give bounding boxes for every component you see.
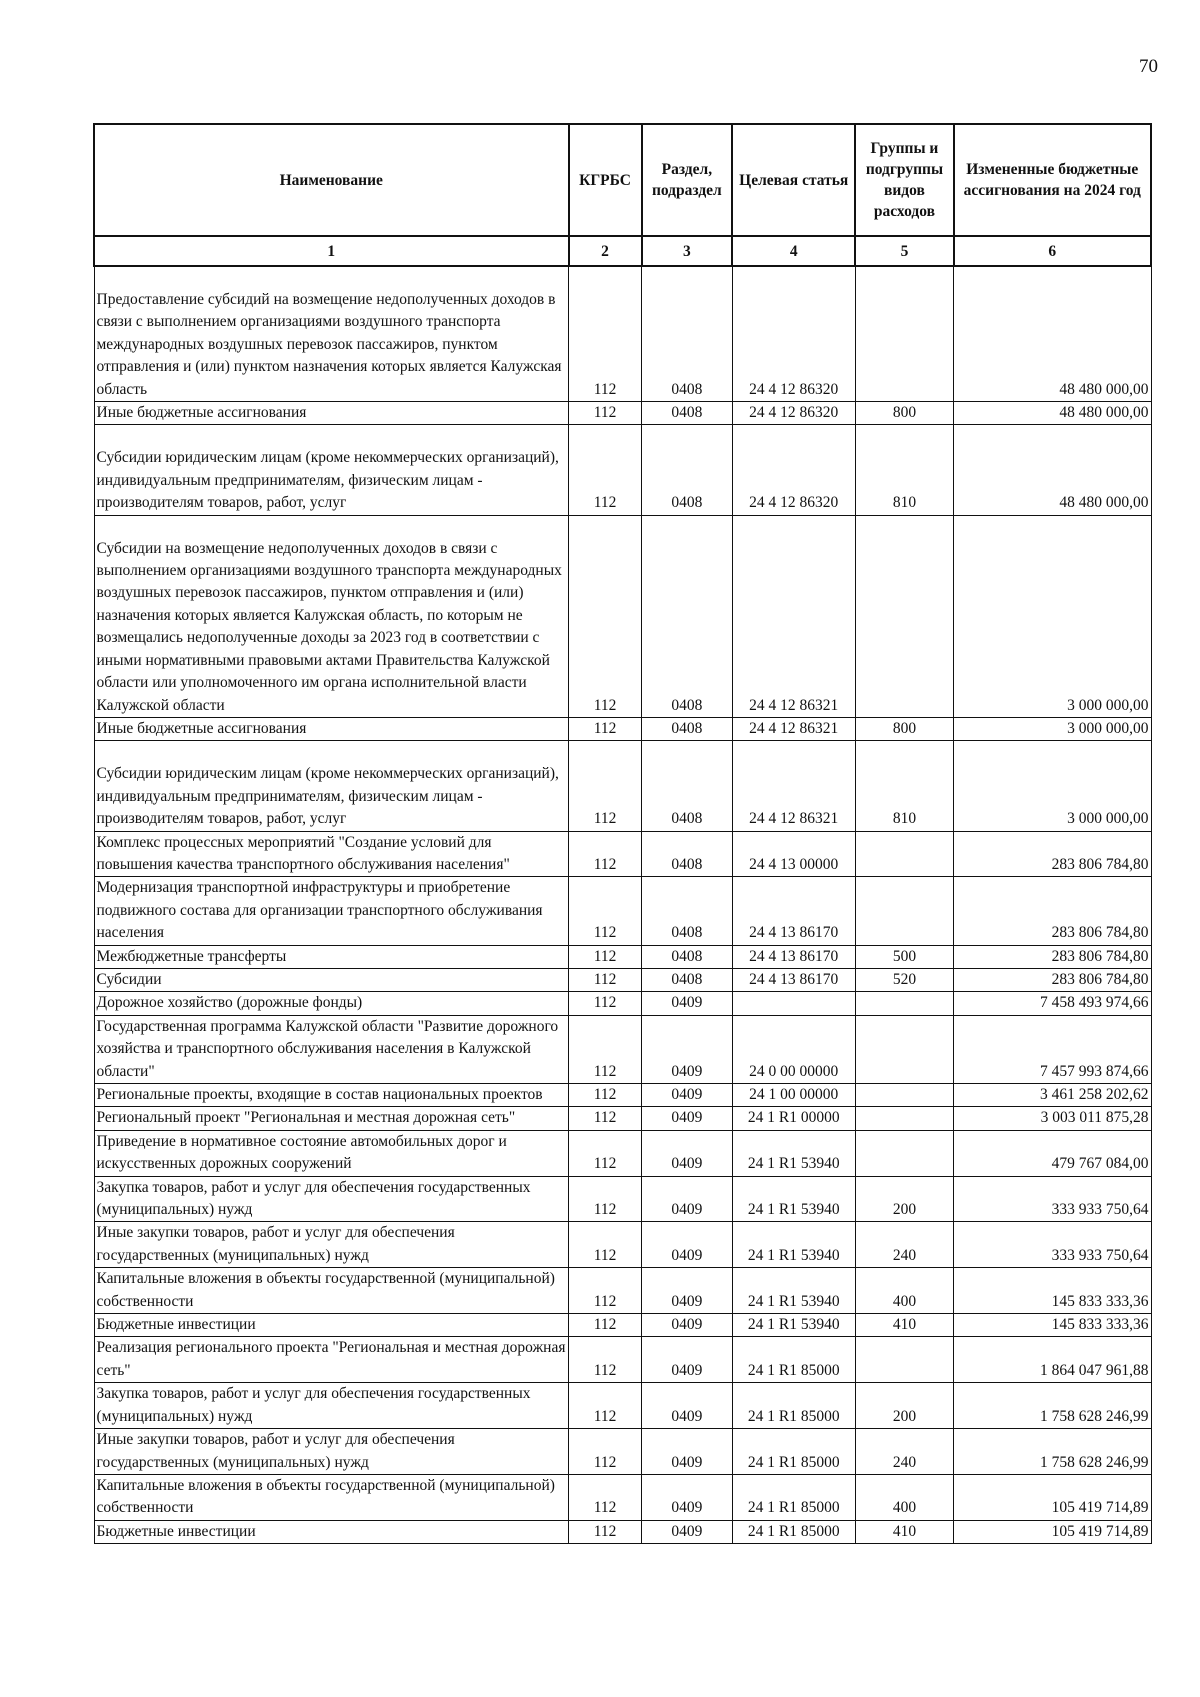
row-amount: 7 457 993 874,66 [954, 1015, 1151, 1083]
row-section: 0409 [642, 992, 733, 1015]
budget-table [93, 123, 1152, 1544]
row-name: Иные бюджетные ассигнования [94, 402, 569, 425]
row-name: Бюджетные инвестиции [94, 1314, 569, 1337]
row-amount: 283 806 784,80 [954, 968, 1151, 991]
table-row [94, 1337, 1151, 1383]
row-kgrbs: 112 [569, 402, 642, 425]
row-section: 0409 [642, 1520, 733, 1543]
row-kgrbs: 112 [569, 717, 642, 740]
row-section: 0408 [642, 877, 733, 945]
header-amount: Измененные бюджетные ассигнования на 2024 год [954, 124, 1151, 236]
table-row [94, 741, 1151, 831]
row-name: Приведение в нормативное состояние автомобильных дорог и искусственных дорожных сооружений [94, 1130, 569, 1176]
row-kgrbs: 112 [569, 515, 642, 717]
row-name: Закупка товаров, работ и услуг для обеспечения государственных (муниципальных) нужд [94, 1176, 569, 1222]
table-row [94, 945, 1151, 968]
row-expense-group: 200 [855, 1383, 953, 1429]
row-expense-group [855, 266, 953, 402]
row-kgrbs: 112 [569, 1520, 642, 1543]
row-expense-group: 810 [855, 741, 953, 831]
row-kgrbs: 112 [569, 1222, 642, 1268]
header-target: Целевая статья [732, 124, 855, 236]
row-name: Субсидии на возмещение недополученных доходов в связи с выполнением организациями воздушного транспорта международных воздушных перевозок пассажиров, пунктом отправления и (или) назначения которых является Калужская область, по которым не возмещались недополученные доходы за 2023 год в соответствии с иными нормативными правовыми актами Правительства Калужской области или уполномоченного им органа исполнительной власти Калужской области [94, 515, 569, 717]
row-target-article: 24 1 R1 85000 [732, 1520, 855, 1543]
row-target-article: 24 4 12 86321 [732, 741, 855, 831]
row-name: Закупка товаров, работ и услуг для обеспечения государственных (муниципальных) нужд [94, 1383, 569, 1429]
row-amount: 479 767 084,00 [954, 1130, 1151, 1176]
column-number-row [94, 236, 1151, 266]
row-name: Иные закупки товаров, работ и услуг для обеспечения государственных (муниципальных) нужд [94, 1222, 569, 1268]
column-number: 1 [94, 236, 569, 266]
row-amount: 48 480 000,00 [954, 266, 1151, 402]
row-kgrbs: 112 [569, 266, 642, 402]
row-amount: 1 758 628 246,99 [954, 1383, 1151, 1429]
column-number: 5 [855, 236, 953, 266]
row-target-article: 24 1 R1 53940 [732, 1222, 855, 1268]
header-row [94, 124, 1151, 236]
row-name: Реализация регионального проекта "Региональная и местная дорожная сеть" [94, 1337, 569, 1383]
row-amount: 3 003 011 875,28 [954, 1107, 1151, 1130]
row-expense-group [855, 1084, 953, 1107]
row-amount: 105 419 714,89 [954, 1474, 1151, 1520]
row-expense-group: 800 [855, 717, 953, 740]
row-target-article: 24 1 R1 53940 [732, 1314, 855, 1337]
row-kgrbs: 112 [569, 968, 642, 991]
row-kgrbs: 112 [569, 1429, 642, 1475]
row-target-article: 24 1 R1 85000 [732, 1429, 855, 1475]
row-amount: 283 806 784,80 [954, 831, 1151, 877]
row-kgrbs: 112 [569, 992, 642, 1015]
row-name: Субсидии юридическим лицам (кроме некоммерческих организаций), индивидуальным предпринимателям, физическим лицам - производителям товаров, работ, услуг [94, 741, 569, 831]
row-expense-group: 200 [855, 1176, 953, 1222]
row-target-article: 24 0 00 00000 [732, 1015, 855, 1083]
row-target-article: 24 1 R1 85000 [732, 1337, 855, 1383]
column-number: 4 [732, 236, 855, 266]
table-row [94, 831, 1151, 877]
row-expense-group: 240 [855, 1222, 953, 1268]
row-section: 0409 [642, 1107, 733, 1130]
row-amount: 48 480 000,00 [954, 402, 1151, 425]
header-groups: Группы и подгруппы видов расходов [855, 124, 953, 236]
row-expense-group: 400 [855, 1268, 953, 1314]
table-row [94, 1520, 1151, 1543]
row-expense-group: 410 [855, 1520, 953, 1543]
table-row [94, 515, 1151, 717]
row-section: 0409 [642, 1383, 733, 1429]
row-target-article: 24 4 12 86320 [732, 425, 855, 515]
row-target-article: 24 1 00 00000 [732, 1084, 855, 1107]
page-number: 70 [1139, 56, 1158, 77]
row-amount: 1 758 628 246,99 [954, 1429, 1151, 1475]
header-kgrbs: КГРБС [569, 124, 642, 236]
row-amount: 283 806 784,80 [954, 877, 1151, 945]
row-section: 0408 [642, 717, 733, 740]
table-row [94, 877, 1151, 945]
table-row [94, 1176, 1151, 1222]
row-expense-group [855, 1337, 953, 1383]
row-amount: 3 461 258 202,62 [954, 1084, 1151, 1107]
row-target-article: 24 1 R1 85000 [732, 1474, 855, 1520]
row-amount: 105 419 714,89 [954, 1520, 1151, 1543]
row-section: 0409 [642, 1268, 733, 1314]
row-expense-group: 400 [855, 1474, 953, 1520]
row-section: 0409 [642, 1474, 733, 1520]
row-kgrbs: 112 [569, 831, 642, 877]
row-section: 0409 [642, 1429, 733, 1475]
row-name: Предоставление субсидий на возмещение недополученных доходов в связи с выполнением организациями воздушного транспорта международных воздушных перевозок пассажиров, пунктом отправления и (или) пунктом назначения которых является Калужская область [94, 266, 569, 402]
column-number: 6 [954, 236, 1151, 266]
row-kgrbs: 112 [569, 741, 642, 831]
table-row [94, 1130, 1151, 1176]
row-name: Иные бюджетные ассигнования [94, 717, 569, 740]
row-target-article: 24 4 12 86320 [732, 266, 855, 402]
row-section: 0409 [642, 1176, 733, 1222]
table-row [94, 1474, 1151, 1520]
column-number: 2 [569, 236, 642, 266]
row-section: 0408 [642, 945, 733, 968]
row-expense-group [855, 1015, 953, 1083]
row-amount: 145 833 333,36 [954, 1268, 1151, 1314]
row-name: Модернизация транспортной инфраструктуры и приобретение подвижного состава для организации транспортного обслуживания населения [94, 877, 569, 945]
table-row [94, 1429, 1151, 1475]
row-section: 0409 [642, 1084, 733, 1107]
row-name: Комплекс процессных мероприятий "Создание условий для повышения качества транспортного обслуживания населения" [94, 831, 569, 877]
row-target-article: 24 1 R1 00000 [732, 1107, 855, 1130]
table-body [94, 266, 1151, 1544]
row-name: Государственная программа Калужской области "Развитие дорожного хозяйства и транспортного обслуживания населения в Калужской области" [94, 1015, 569, 1083]
row-section: 0408 [642, 425, 733, 515]
row-amount: 333 933 750,64 [954, 1222, 1151, 1268]
row-expense-group [855, 1107, 953, 1130]
row-kgrbs: 112 [569, 1176, 642, 1222]
row-kgrbs: 112 [569, 1268, 642, 1314]
row-kgrbs: 112 [569, 1107, 642, 1130]
row-name: Межбюджетные трансферты [94, 945, 569, 968]
row-name: Региональные проекты, входящие в состав национальных проектов [94, 1084, 569, 1107]
row-section: 0408 [642, 831, 733, 877]
row-expense-group [855, 877, 953, 945]
row-expense-group [855, 831, 953, 877]
row-amount: 145 833 333,36 [954, 1314, 1151, 1337]
row-target-article: 24 1 R1 85000 [732, 1383, 855, 1429]
row-name: Капитальные вложения в объекты государственной (муниципальной) собственности [94, 1474, 569, 1520]
row-name: Субсидии юридическим лицам (кроме некоммерческих организаций), индивидуальным предпринимателям, физическим лицам - производителям товаров, работ, услуг [94, 425, 569, 515]
row-expense-group [855, 515, 953, 717]
row-section: 0408 [642, 968, 733, 991]
row-target-article: 24 4 13 86170 [732, 877, 855, 945]
table-row [94, 1107, 1151, 1130]
row-name: Бюджетные инвестиции [94, 1520, 569, 1543]
row-amount: 3 000 000,00 [954, 741, 1151, 831]
row-kgrbs: 112 [569, 1474, 642, 1520]
row-target-article [732, 992, 855, 1015]
row-kgrbs: 112 [569, 1130, 642, 1176]
table-row [94, 1222, 1151, 1268]
row-kgrbs: 112 [569, 425, 642, 515]
table-row [94, 1314, 1151, 1337]
row-section: 0409 [642, 1337, 733, 1383]
row-section: 0408 [642, 402, 733, 425]
row-expense-group: 500 [855, 945, 953, 968]
row-kgrbs: 112 [569, 1337, 642, 1383]
row-target-article: 24 4 13 86170 [732, 968, 855, 991]
row-kgrbs: 112 [569, 877, 642, 945]
table-row [94, 1084, 1151, 1107]
row-expense-group [855, 1130, 953, 1176]
row-kgrbs: 112 [569, 1383, 642, 1429]
row-target-article: 24 1 R1 53940 [732, 1176, 855, 1222]
row-kgrbs: 112 [569, 1314, 642, 1337]
row-target-article: 24 4 12 86320 [732, 402, 855, 425]
row-section: 0409 [642, 1314, 733, 1337]
row-kgrbs: 112 [569, 945, 642, 968]
column-number: 3 [642, 236, 733, 266]
row-section: 0408 [642, 741, 733, 831]
row-expense-group: 520 [855, 968, 953, 991]
row-section: 0409 [642, 1130, 733, 1176]
row-expense-group: 410 [855, 1314, 953, 1337]
table-row [94, 992, 1151, 1015]
table-row [94, 1383, 1151, 1429]
row-name: Иные закупки товаров, работ и услуг для обеспечения государственных (муниципальных) нужд [94, 1429, 569, 1475]
row-section: 0408 [642, 266, 733, 402]
row-name: Субсидии [94, 968, 569, 991]
row-section: 0409 [642, 1222, 733, 1268]
row-amount: 333 933 750,64 [954, 1176, 1151, 1222]
row-expense-group: 240 [855, 1429, 953, 1475]
row-name: Дорожное хозяйство (дорожные фонды) [94, 992, 569, 1015]
table-row [94, 402, 1151, 425]
row-name: Капитальные вложения в объекты государственной (муниципальной) собственности [94, 1268, 569, 1314]
header-section: Раздел, подраздел [642, 124, 733, 236]
row-section: 0409 [642, 1015, 733, 1083]
row-target-article: 24 4 13 86170 [732, 945, 855, 968]
row-amount: 3 000 000,00 [954, 515, 1151, 717]
row-expense-group [855, 992, 953, 1015]
table-row [94, 1015, 1151, 1083]
table-row [94, 1268, 1151, 1314]
header-name: Наименование [94, 124, 569, 236]
row-amount: 3 000 000,00 [954, 717, 1151, 740]
row-amount: 283 806 784,80 [954, 945, 1151, 968]
row-target-article: 24 1 R1 53940 [732, 1268, 855, 1314]
row-kgrbs: 112 [569, 1015, 642, 1083]
table-row [94, 266, 1151, 402]
row-amount: 7 458 493 974,66 [954, 992, 1151, 1015]
row-expense-group: 800 [855, 402, 953, 425]
row-target-article: 24 4 12 86321 [732, 717, 855, 740]
row-name: Региональный проект "Региональная и местная дорожная сеть" [94, 1107, 569, 1130]
table-row [94, 717, 1151, 740]
row-target-article: 24 4 13 00000 [732, 831, 855, 877]
row-kgrbs: 112 [569, 1084, 642, 1107]
row-section: 0408 [642, 515, 733, 717]
row-expense-group: 810 [855, 425, 953, 515]
row-target-article: 24 1 R1 53940 [732, 1130, 855, 1176]
table-row [94, 425, 1151, 515]
row-amount: 48 480 000,00 [954, 425, 1151, 515]
table-row [94, 968, 1151, 991]
row-target-article: 24 4 12 86321 [732, 515, 855, 717]
row-amount: 1 864 047 961,88 [954, 1337, 1151, 1383]
